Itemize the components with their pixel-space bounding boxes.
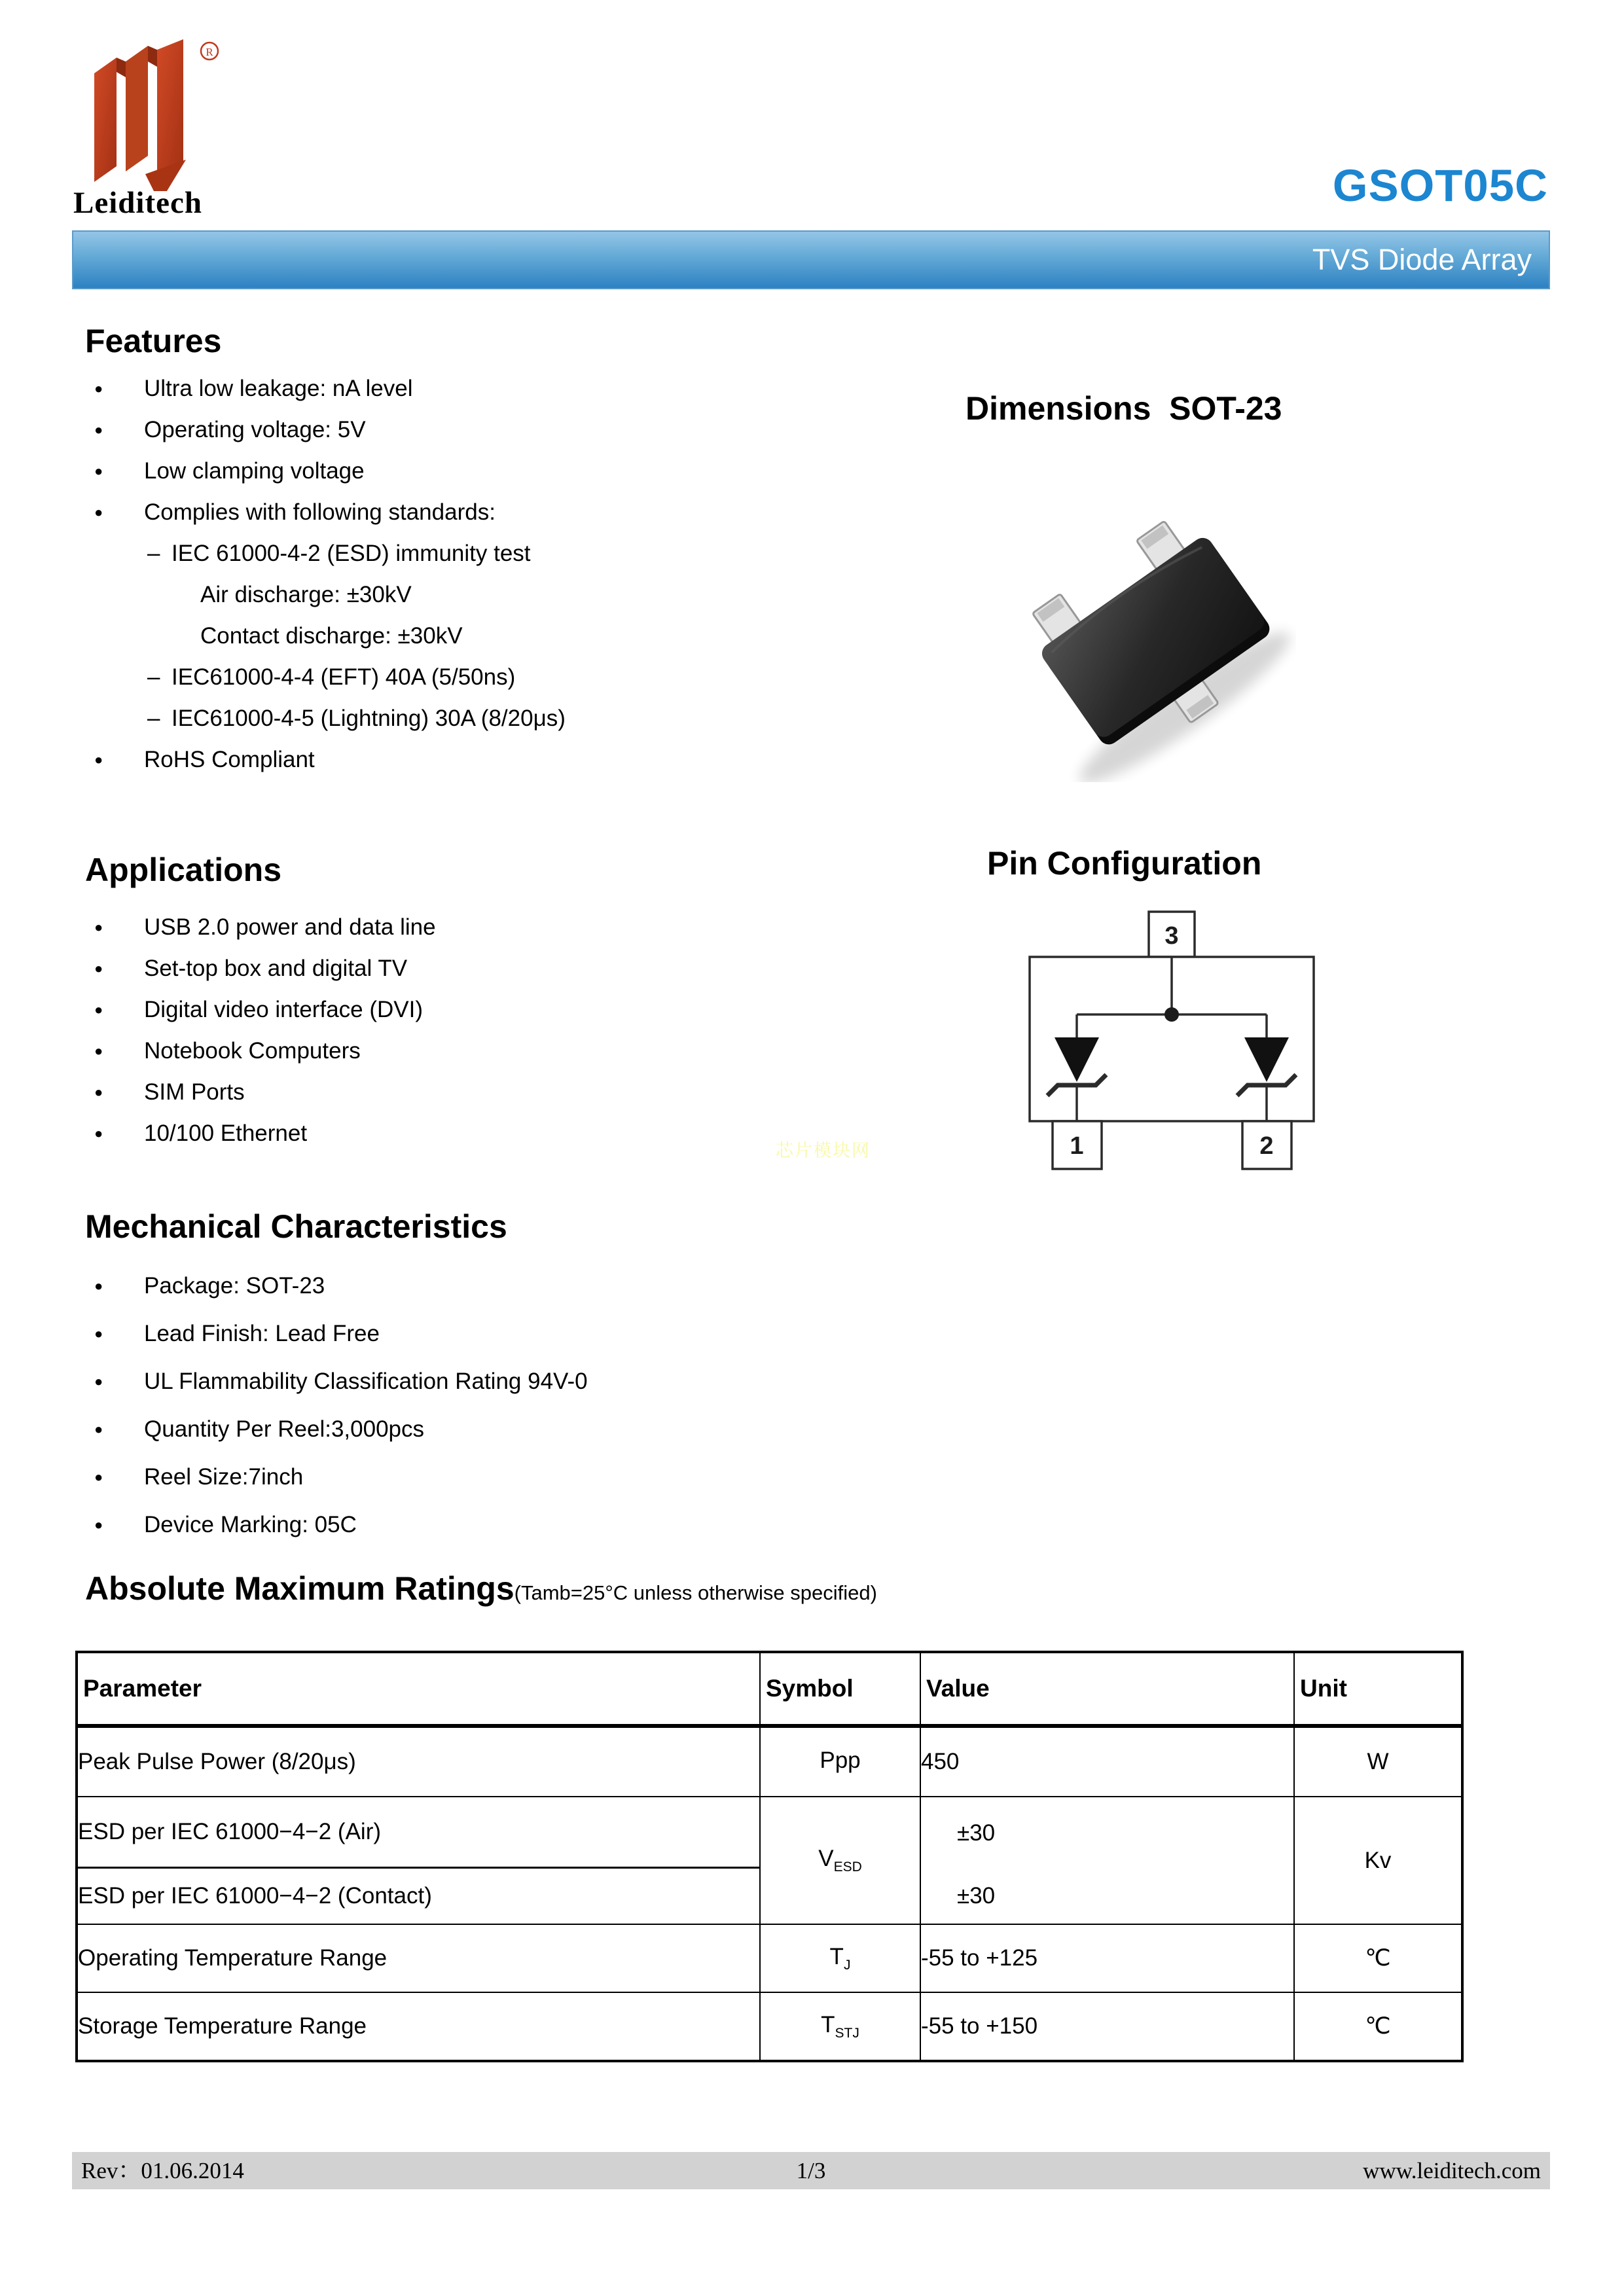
- list-item: – IEC 61000-4-2 (ESD) immunity test: [85, 533, 910, 574]
- pin-configuration-diagram: [1028, 910, 1316, 1172]
- list-item: ● Notebook Computers: [85, 1030, 910, 1071]
- leiditech-logo-icon: [80, 27, 230, 191]
- bullet-icon: ●: [94, 1001, 103, 1018]
- absolute-maximum-table: [75, 1651, 1464, 2062]
- list-item: – IEC61000-4-4 (EFT) 40A (5/50ns): [85, 656, 910, 698]
- mechanical-heading: Mechanical Characteristics: [85, 1208, 507, 1245]
- col-header-symbol: Symbol: [760, 1652, 920, 1726]
- list-item: ● Package: SOT-23: [85, 1262, 910, 1310]
- bullet-icon: ●: [94, 463, 103, 479]
- list-item: ● Lead Finish: Lead Free: [85, 1310, 910, 1357]
- table-row: Operating Temperature Range $T_J$ -55 to +125 ℃: [77, 1924, 1462, 1992]
- title-banner: [72, 230, 1550, 289]
- list-item: ● Digital video interface (DVI): [85, 989, 910, 1030]
- col-header-parameter: Parameter: [77, 1652, 760, 1726]
- list-item: ● Reel Size:7inch: [85, 1453, 910, 1501]
- mechanical-list: [85, 1262, 910, 1549]
- pin3-label: 3: [1164, 922, 1179, 950]
- pin2-label: 2: [1259, 1132, 1274, 1160]
- list-item: ● Operating voltage: 5V: [85, 409, 910, 450]
- page-footer: [72, 2152, 1550, 2189]
- bullet-icon: ●: [94, 1125, 103, 1141]
- list-item: ● SIM Ports: [85, 1071, 910, 1113]
- list-item: ● Complies with following standards:: [85, 492, 910, 533]
- table-row: ESD per IEC 61000−4−2 (Air) $V_{ESD}$ ±30 ±30 Kv: [77, 1797, 1462, 1868]
- bullet-icon: ●: [94, 504, 103, 520]
- list-item: ● RoHS Compliant: [85, 739, 910, 780]
- table-row: Peak Pulse Power (8/20μs) Ppp 450 W: [77, 1726, 1462, 1797]
- sot23-package-image: [1008, 494, 1296, 782]
- list-item: – IEC61000-4-5 (Lightning) 30A (8/20μs): [85, 698, 910, 739]
- col-header-unit: Unit: [1294, 1652, 1462, 1726]
- dash-icon: –: [147, 541, 160, 566]
- bullet-icon: ●: [94, 380, 103, 397]
- list-item: Air discharge: ±30kV: [200, 582, 412, 607]
- bullet-icon: ●: [94, 751, 103, 768]
- bullet-icon: ●: [94, 960, 103, 977]
- list-item: ● Low clamping voltage: [85, 450, 910, 492]
- table-row: Storage Temperature Range $T_{STJ}$ -55 to +150 ℃: [77, 1992, 1462, 2061]
- dash-icon: –: [147, 706, 160, 731]
- pin1-label: 1: [1070, 1132, 1084, 1160]
- bullet-icon: ●: [94, 1084, 103, 1100]
- brand-name: Leiditech: [73, 186, 202, 220]
- list-item: ● USB 2.0 power and data line: [85, 906, 910, 948]
- amr-condition: (Tamb=25°C unless otherwise specified): [514, 1581, 877, 1604]
- col-header-value: Value: [920, 1652, 1294, 1726]
- bullet-icon: ●: [94, 1278, 103, 1294]
- bullet-icon: ●: [94, 1325, 103, 1342]
- features-list: [85, 368, 910, 780]
- part-number-title: GSOT05C: [1332, 160, 1548, 211]
- bullet-icon: ●: [94, 919, 103, 935]
- absolute-maximum-heading: Absolute Maximum Ratings(Tamb=25°C unless otherwise specified): [85, 1570, 877, 1607]
- applications-list: [85, 906, 910, 1154]
- bullet-icon: ●: [94, 1043, 103, 1059]
- list-item: ● Quantity Per Reel:3,000pcs: [85, 1405, 910, 1453]
- footer-revision: Rev：01.06.2014: [81, 2158, 244, 2183]
- features-heading: Features: [85, 323, 222, 359]
- list-item: ● Ultra low leakage: nA level: [85, 368, 910, 409]
- bullet-icon: ●: [94, 1516, 103, 1533]
- registered-mark: R: [206, 46, 213, 58]
- list-item: ● Device Marking: 05C: [85, 1501, 910, 1549]
- bullet-icon: ●: [94, 422, 103, 438]
- watermark: 芯片模块网: [776, 1141, 871, 1160]
- list-item: ● UL Flammability Classification Rating 94V-0: [85, 1357, 910, 1405]
- footer-page-number: 1/3: [796, 2158, 826, 2183]
- bullet-icon: ●: [94, 1421, 103, 1437]
- banner-subtitle: TVS Diode Array: [1312, 243, 1532, 276]
- junction-dot: [1164, 1007, 1179, 1022]
- table-header-row: [77, 1652, 1462, 1726]
- dimensions-heading: Dimensions SOT-23: [965, 390, 1282, 427]
- bullet-icon: ●: [94, 1469, 103, 1485]
- dash-icon: –: [147, 664, 160, 690]
- bullet-icon: ●: [94, 1373, 103, 1390]
- applications-heading: Applications: [85, 852, 282, 888]
- table-row: ESD per IEC 61000−4−2 (Contact): [77, 1868, 1462, 1925]
- pin-configuration-heading: Pin Configuration: [987, 845, 1262, 882]
- list-item: Contact discharge: ±30kV: [200, 623, 463, 649]
- list-item: ● 10/100 Ethernet: [85, 1113, 910, 1154]
- list-item: ● Set-top box and digital TV: [85, 948, 910, 989]
- footer-website: www.leiditech.com: [1363, 2158, 1541, 2183]
